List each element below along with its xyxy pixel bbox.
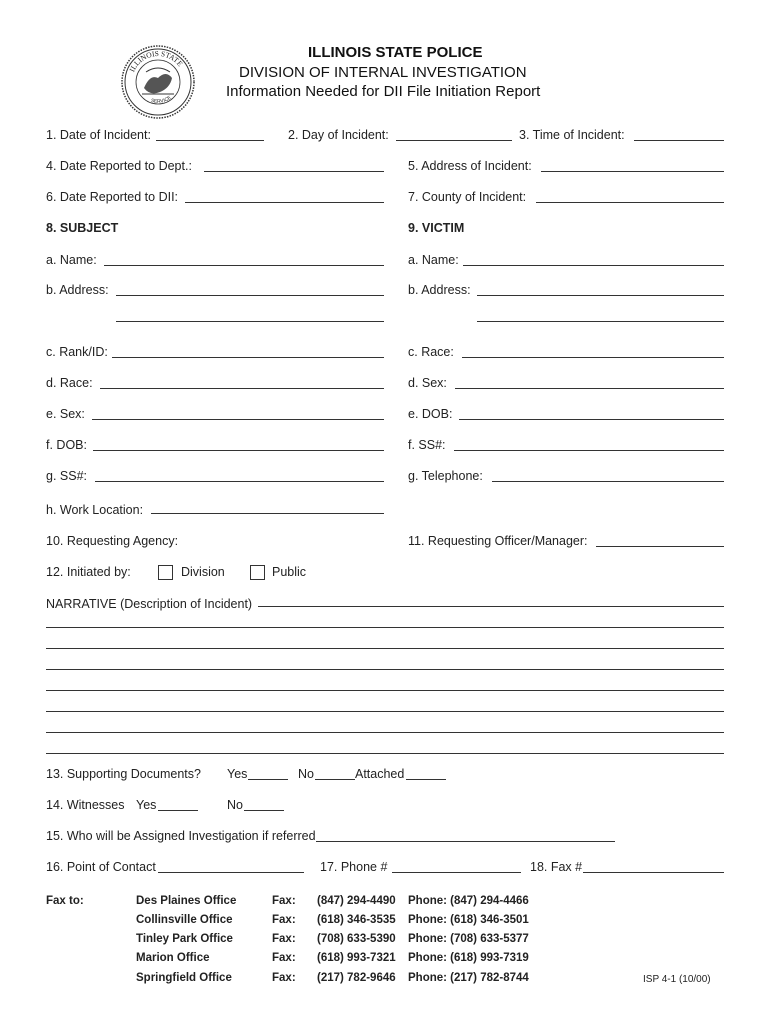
victim-telephone-field[interactable]	[492, 481, 724, 482]
subject-heading: 8. SUBJECT	[46, 221, 119, 235]
time-of-incident-label: 3. Time of Incident:	[519, 128, 625, 142]
fax-label: 18. Fax #	[530, 860, 583, 874]
point-of-contact-field[interactable]	[158, 872, 304, 873]
date-reported-dept-field[interactable]	[204, 171, 384, 172]
fax-label-cell: Fax:	[272, 895, 296, 907]
fax-field[interactable]	[583, 872, 724, 873]
assigned-investigation-label: 15. Who will be Assigned Investigation if referred	[46, 829, 316, 843]
victim-name-label: a. Name:	[408, 253, 459, 267]
witnesses-yes-label: Yes	[136, 798, 157, 812]
address-of-incident-label: 5. Address of Incident:	[408, 159, 532, 173]
state-seal-logo	[120, 44, 196, 120]
victim-ssn-field[interactable]	[454, 450, 724, 451]
witnesses-label: 14. Witnesses	[46, 798, 125, 812]
office-name: Des Plaines Office	[136, 895, 237, 907]
victim-dob-field[interactable]	[459, 419, 724, 420]
seal-text-top: ILLINOIS STATE	[127, 48, 185, 74]
victim-name-field[interactable]	[463, 265, 724, 266]
subject-dob-field[interactable]	[93, 450, 384, 451]
subject-address-line2[interactable]	[116, 321, 384, 322]
subject-address-label: b. Address:	[46, 283, 109, 297]
witnesses-no-field[interactable]	[244, 810, 284, 811]
division-option-label: Division	[181, 565, 225, 579]
form-id: ISP 4-1 (10/00)	[643, 974, 711, 985]
narrative-label: NARRATIVE (Description of Incident)	[46, 597, 253, 611]
day-of-incident-label: 2. Day of Incident:	[288, 128, 389, 142]
narrative-line[interactable]	[46, 627, 724, 628]
fax-label-cell: Fax:	[272, 914, 296, 926]
subject-race-label: d. Race:	[46, 376, 93, 390]
initiated-by-label: 12. Initiated by:	[46, 565, 131, 579]
subject-rank-field[interactable]	[112, 357, 384, 358]
office-phone-number: Phone: (618) 993-7319	[408, 952, 529, 964]
date-reported-dept-label: 4. Date Reported to Dept.:	[46, 159, 192, 173]
supporting-no-label: No	[298, 767, 314, 781]
office-phone-number: Phone: (618) 346-3501	[408, 914, 529, 926]
subject-name-field[interactable]	[104, 265, 384, 266]
address-of-incident-field[interactable]	[541, 171, 724, 172]
time-of-incident-field[interactable]	[634, 140, 724, 141]
public-checkbox[interactable]	[250, 565, 265, 580]
form-subtitle: Information Needed for DII File Initiation Report	[226, 83, 541, 100]
supporting-no-field[interactable]	[315, 779, 355, 780]
supporting-attached-label: Attached	[355, 767, 405, 781]
svg-text:SERVICE	[150, 95, 173, 105]
narrative-line[interactable]	[46, 753, 724, 754]
county-of-incident-field[interactable]	[536, 202, 724, 203]
narrative-line[interactable]	[46, 648, 724, 649]
narrative-line[interactable]	[46, 711, 724, 712]
office-fax-number: (847) 294-4490	[317, 895, 396, 907]
fax-label-cell: Fax:	[272, 952, 296, 964]
assigned-investigation-field[interactable]	[316, 841, 615, 842]
subject-rank-label: c. Rank/ID:	[46, 345, 108, 359]
phone-label: 17. Phone #	[320, 860, 388, 874]
subject-name-label: a. Name:	[46, 253, 97, 267]
office-name: Tinley Park Office	[136, 933, 233, 945]
supporting-yes-label: Yes	[227, 767, 248, 781]
victim-address-line2[interactable]	[477, 321, 724, 322]
date-of-incident-label: 1. Date of Incident:	[46, 128, 151, 142]
fax-label-cell: Fax:	[272, 972, 296, 984]
victim-race-field[interactable]	[462, 357, 724, 358]
witnesses-yes-field[interactable]	[158, 810, 198, 811]
victim-dob-label: e. DOB:	[408, 407, 453, 421]
public-option-label: Public	[272, 565, 307, 579]
county-of-incident-label: 7. County of Incident:	[408, 190, 527, 204]
subject-ssn-label: g. SS#:	[46, 469, 87, 483]
office-fax-number: (618) 346-3535	[317, 914, 396, 926]
subject-address-field[interactable]	[116, 295, 384, 296]
victim-sex-label: d. Sex:	[408, 376, 447, 390]
day-of-incident-field[interactable]	[396, 140, 512, 141]
division-checkbox[interactable]	[158, 565, 173, 580]
division-title: DIVISION OF INTERNAL INVESTIGATION	[239, 64, 527, 81]
victim-heading: 9. VICTIM	[408, 221, 465, 235]
office-phone-number: Phone: (217) 782-8744	[408, 972, 529, 984]
supporting-documents-label: 13. Supporting Documents?	[46, 767, 201, 781]
victim-sex-field[interactable]	[455, 388, 724, 389]
office-fax-number: (708) 633-5390	[317, 933, 396, 945]
office-fax-number: (217) 782-9646	[317, 972, 396, 984]
subject-dob-label: f. DOB:	[46, 438, 87, 452]
phone-field[interactable]	[392, 872, 521, 873]
point-of-contact-label: 16. Point of Contact	[46, 860, 156, 874]
requesting-agency-label: 10. Requesting Agency:	[46, 534, 179, 548]
date-reported-dii-label: 6. Date Reported to DII:	[46, 190, 179, 204]
fax-label-cell: Fax:	[272, 933, 296, 945]
victim-address-field[interactable]	[477, 295, 724, 296]
subject-ssn-field[interactable]	[95, 481, 384, 482]
date-reported-dii-field[interactable]	[185, 202, 384, 203]
office-fax-number: (618) 993-7321	[317, 952, 396, 964]
office-name: Collinsville Office	[136, 914, 233, 926]
office-phone-number: Phone: (847) 294-4466	[408, 895, 529, 907]
seal-text-bottom: SERVICE	[150, 94, 173, 105]
victim-ssn-label: f. SS#:	[408, 438, 446, 452]
victim-race-label: c. Race:	[408, 345, 454, 359]
office-phone-number: Phone: (708) 633-5377	[408, 933, 529, 945]
org-title: ILLINOIS STATE POLICE	[308, 44, 483, 61]
requesting-officer-field[interactable]	[596, 546, 724, 547]
date-of-incident-field[interactable]	[156, 140, 264, 141]
work-location-field[interactable]	[151, 513, 384, 514]
office-name: Marion Office	[136, 952, 210, 964]
victim-telephone-label: g. Telephone:	[408, 469, 483, 483]
subject-sex-field[interactable]	[92, 419, 384, 420]
victim-address-label: b. Address:	[408, 283, 471, 297]
narrative-line[interactable]	[258, 606, 724, 607]
witnesses-no-label: No	[227, 798, 243, 812]
subject-race-field[interactable]	[100, 388, 384, 389]
requesting-officer-label: 11. Requesting Officer/Manager:	[408, 534, 588, 548]
supporting-yes-field[interactable]	[248, 779, 288, 780]
office-name: Springfield Office	[136, 972, 232, 984]
narrative-line[interactable]	[46, 669, 724, 670]
narrative-line[interactable]	[46, 732, 724, 733]
supporting-attached-field[interactable]	[406, 779, 446, 780]
subject-sex-label: e. Sex:	[46, 407, 85, 421]
work-location-label: h. Work Location:	[46, 503, 144, 517]
narrative-line[interactable]	[46, 690, 724, 691]
fax-to-label: Fax to:	[46, 895, 84, 907]
